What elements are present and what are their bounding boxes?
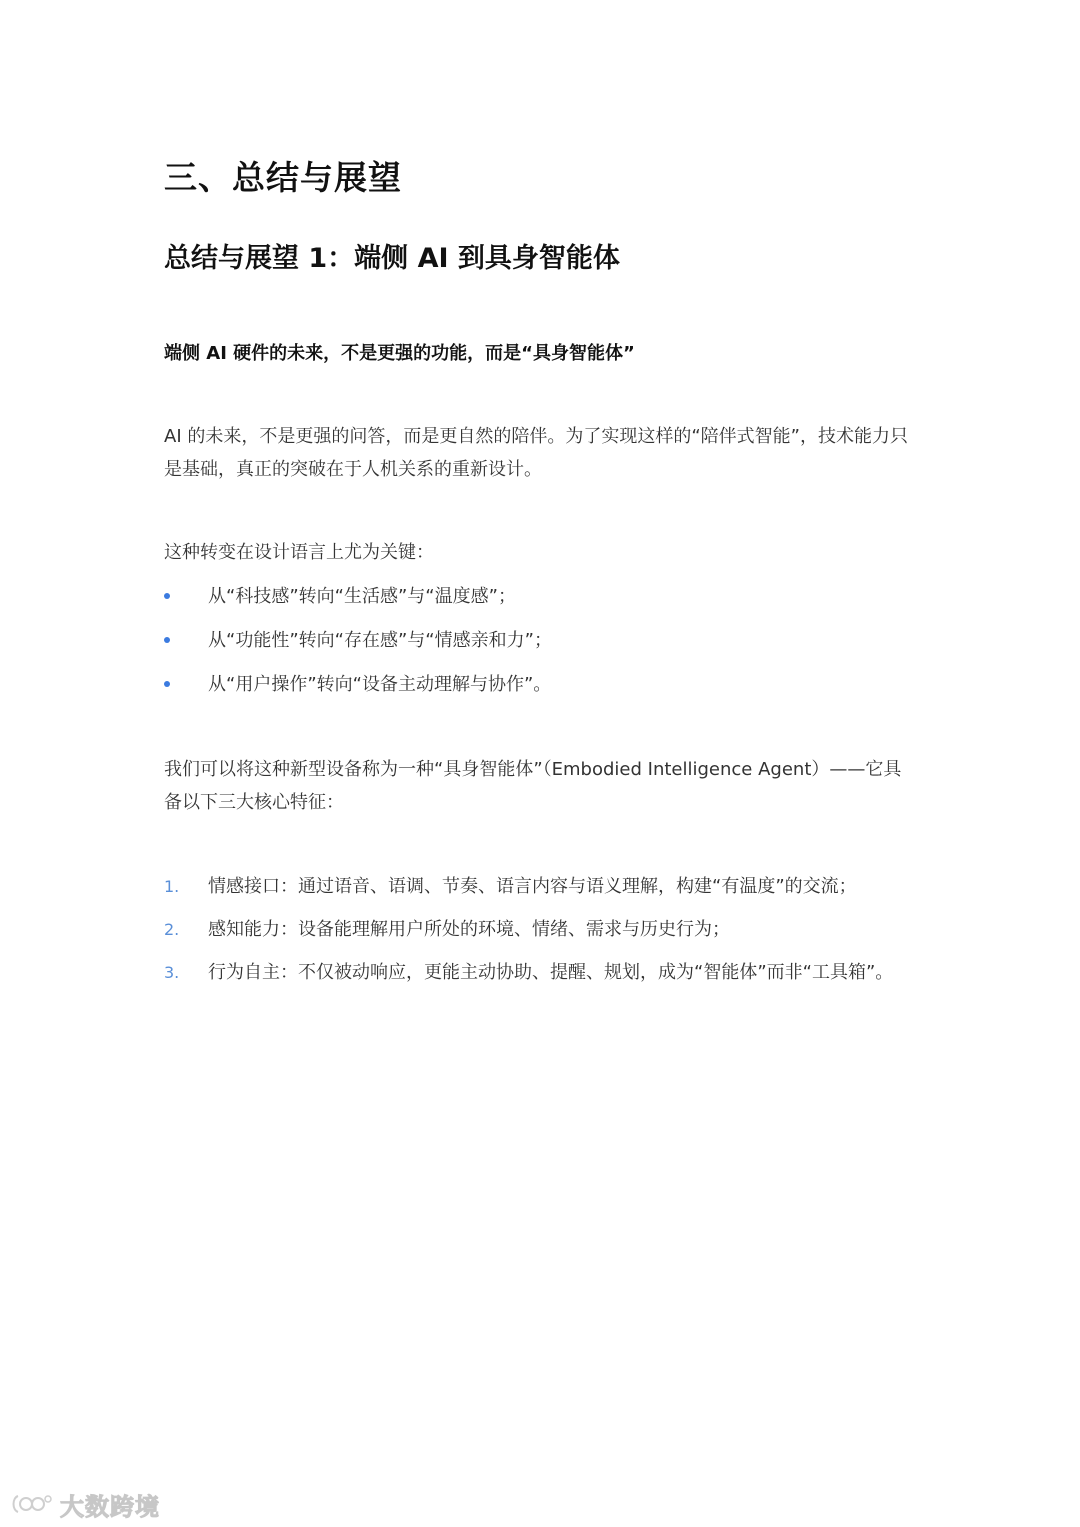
feature-text: 行为自主：不仅被动响应，更能主动协助、提醒、规划，成为“智能体”而非“工具箱”。: [208, 962, 894, 983]
feature-text: 情感接口：通过语音、语调、节奏、语言内容与语义理解，构建“有温度”的交流；: [208, 876, 857, 897]
paragraph-embodied-agent: 我们可以将这种新型设备称为一种“具身智能体”（Embodied Intelligence Agent）——它具备以下三大核心特征：: [164, 759, 902, 813]
bullet-dot-icon: [164, 593, 170, 599]
feature-number: 1.: [164, 877, 180, 896]
bullet-text: 从“功能性”转向“存在感”与“情感亲和力”；: [208, 630, 552, 651]
feature-number: 3.: [164, 963, 180, 982]
section-title: 三、总结与展望: [164, 158, 402, 197]
watermark: [10, 1486, 160, 1522]
watermark-logo-icon: [10, 1492, 54, 1516]
feature-text: 感知能力：设备能理解用户所处的环境、情绪、需求与历史行为；: [208, 919, 730, 940]
feature-number: 2.: [164, 920, 180, 939]
bullet-text: 从“用户操作”转向“设备主动理解与协作”。: [208, 674, 552, 695]
feature-item: [164, 870, 914, 903]
lead-sentence: 端侧 AI 硬件的未来，不是更强的功能，而是“具身智能体”: [164, 343, 635, 364]
bullet-dot-icon: [164, 637, 170, 643]
watermark-text: 大数跨境: [60, 1492, 160, 1521]
bullet-dot-icon: [164, 681, 170, 687]
bullet-text: 从“科技感”转向“生活感”与“温度感”；: [208, 586, 516, 607]
feature-item: [164, 956, 914, 989]
feature-item: [164, 913, 914, 946]
paragraph-intro: AI 的未来，不是更强的问答，而是更自然的陪伴。为了实现这样的“陪伴式智能”，技术能力只是基础，真正的突破在于人机关系的重新设计。: [164, 426, 908, 480]
feature-list: [164, 870, 914, 999]
subsection-title: 总结与展望 1：端侧 AI 到具身智能体: [164, 243, 620, 274]
paragraph-design-language: 这种转变在设计语言上尤为关键：: [164, 542, 434, 563]
